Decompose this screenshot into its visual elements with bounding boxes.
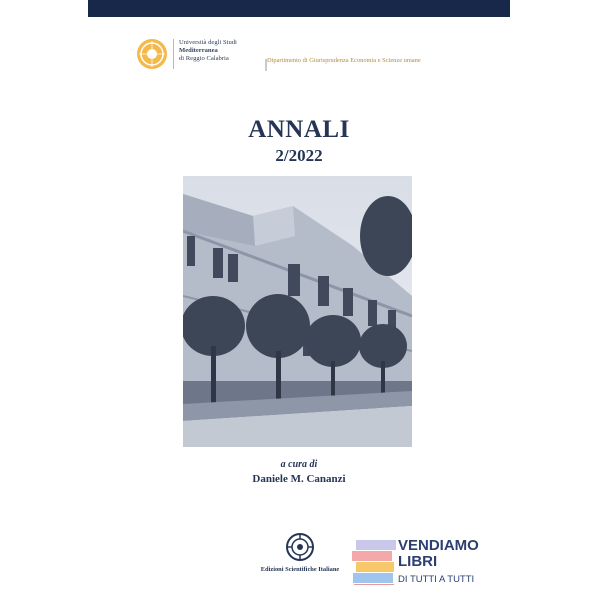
university-line-3: di Reggio Calabria — [179, 55, 229, 62]
badge-book-4 — [353, 573, 393, 583]
curated-by-label: a cura di — [280, 459, 318, 470]
badge-title — [398, 538, 479, 570]
book-cover — [88, 0, 510, 600]
publisher-name: Edizioni Scientifiche Italiane — [260, 566, 340, 573]
badge-line-2: LIBRI — [398, 553, 438, 570]
cover-photo — [183, 176, 412, 447]
university-name — [179, 39, 269, 63]
university-line-1: Università degli Studi — [179, 39, 237, 46]
badge-book-1 — [356, 540, 396, 550]
header-separator — [173, 39, 174, 69]
badge-line-1: VENDIAMO — [398, 537, 479, 554]
editor-name: Daniele M. Cananzi — [252, 473, 346, 485]
badge-book-3 — [356, 562, 394, 572]
cover-top-bar — [88, 0, 510, 17]
vendiamo-libri-badge — [352, 536, 492, 592]
cover-issue: 2/2022 — [275, 146, 323, 165]
badge-book-2 — [352, 551, 392, 561]
building-photo-illustration — [183, 176, 412, 447]
cover-title: ANNALI — [248, 116, 350, 143]
badge-shelf-line — [354, 584, 394, 585]
university-line-2: Mediterranea — [179, 47, 218, 54]
department-name: Dipartimento di Giurisprudenza Economia e Scienze umane — [267, 57, 421, 64]
university-seal-icon — [135, 37, 169, 71]
publisher-logo-icon — [285, 532, 315, 562]
university-header — [135, 37, 495, 73]
badge-tagline: DI TUTTI A TUTTI — [398, 574, 475, 585]
